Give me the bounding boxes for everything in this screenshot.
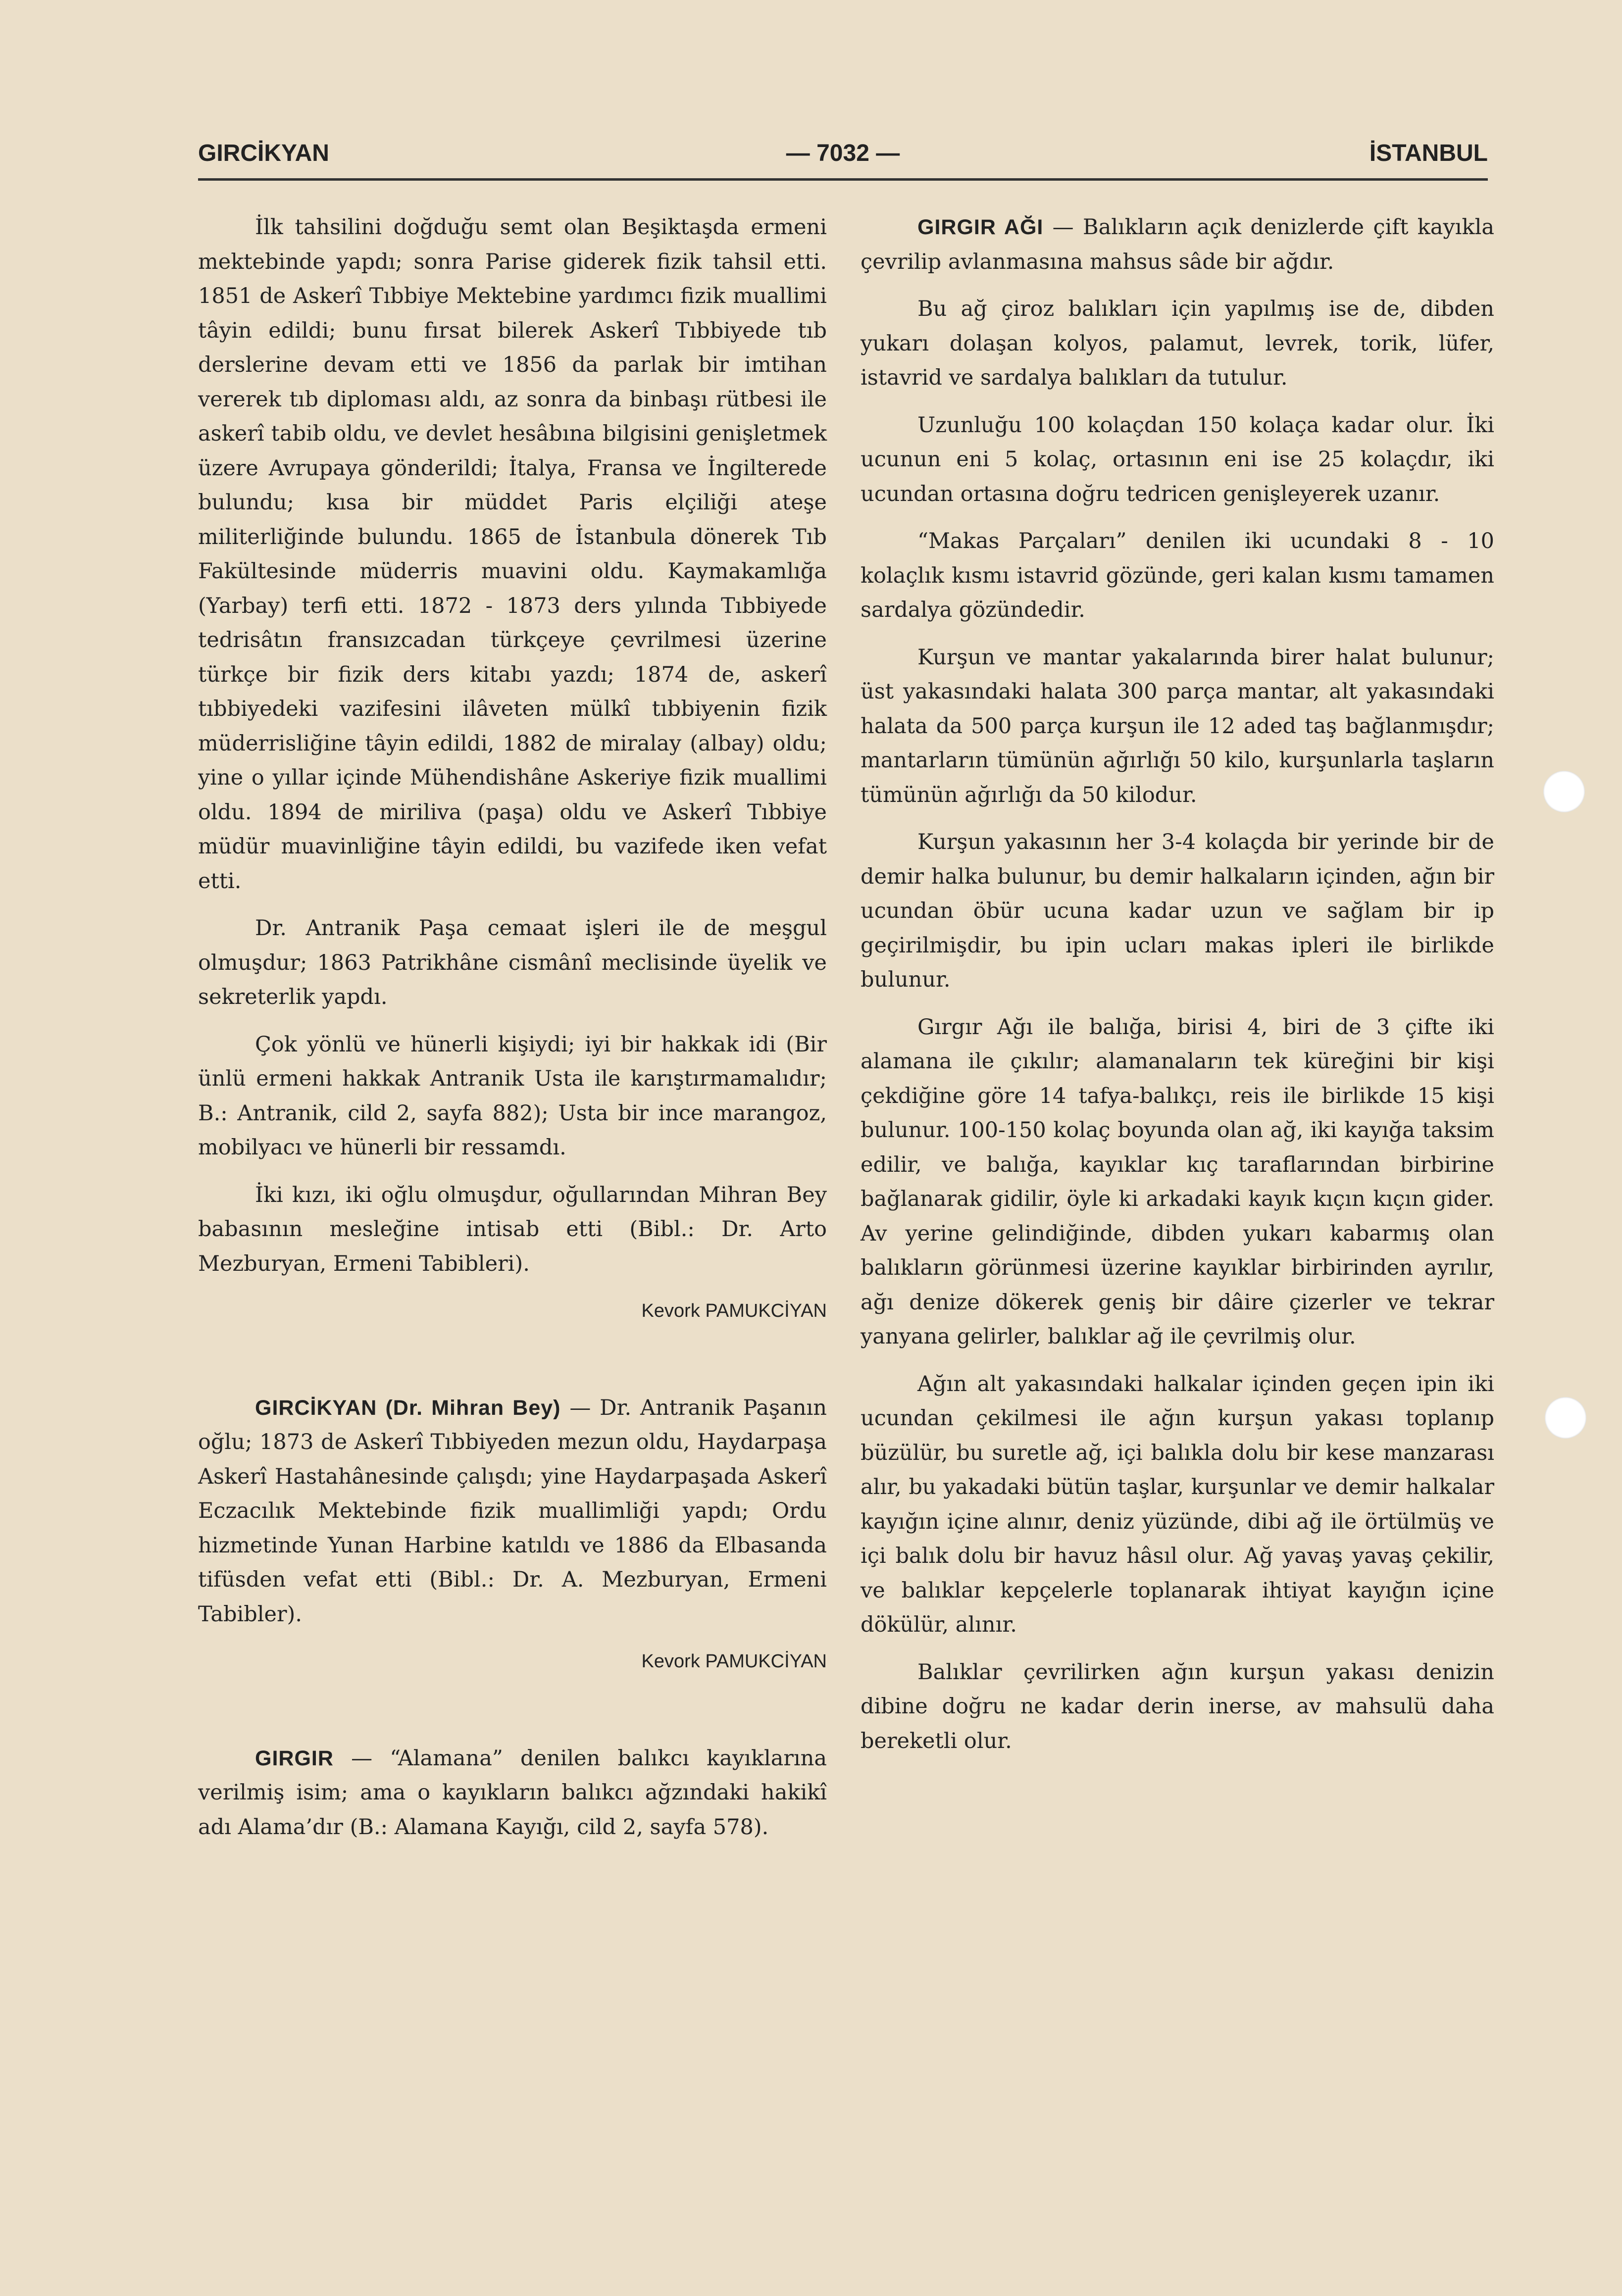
author-signature: Kevork PAMUKCİYAN bbox=[641, 1651, 827, 1672]
entry-paragraph bbox=[198, 1391, 827, 1632]
paragraph: Uzunluğu 100 kolaçdan 150 kolaça kadar olur. İki ucunun eni 5 kolaç, ortasının eni ise 25 kolaçdır, iki ucundan ortasına doğru tedricen genişleyerek uzanır. bbox=[861, 412, 1494, 506]
header-rule bbox=[198, 178, 1488, 181]
entry-headword: GIRGIR AĞI bbox=[917, 215, 1044, 239]
paragraph: Kurşun ve mantar yakalarında birer halat bulunur; üst yakasındaki halata 300 parça mantar, alt yakasındaki halata da 500 parça kurşun ile 12 aded taş bağlanmışdır; mantarların tümünün ağırlığı 50 kilo, kurşunlarla taşların tümünün ağırlığı da 50 kilodur. bbox=[861, 645, 1494, 807]
right-column bbox=[861, 210, 1494, 1771]
binder-hole bbox=[1545, 1397, 1586, 1439]
paragraph: Çok yönlü ve hünerli kişiydi; iyi bir hakkak idi (Bir ünlü ermeni hakkak Antranik Usta ile karıştırmamalıdır; B.: Antranik, cild 2, sayfa 882); Usta bir ince marangoz, mobilyacı ve hünerli bir ressamdı. bbox=[198, 1032, 827, 1160]
entry-paragraph bbox=[198, 1742, 827, 1845]
entry-text: — Balıkların açık denizlerde çift kayıkla çevrilip avlanmasına mahsus sâde bir ağdır. bbox=[861, 215, 1494, 274]
paragraph: Dr. Antranik Paşa cemaat işleri ile de meşgul olmuşdur; 1863 Patrikhâne cismânî meclisinde üyelik ve sekreterlik yapdı. bbox=[198, 916, 827, 1009]
author-signature: Kevork PAMUKCİYAN bbox=[641, 1300, 827, 1321]
running-header bbox=[198, 134, 1488, 173]
header-volume-name: İSTANBUL bbox=[1369, 140, 1488, 166]
paragraph: Kurşun yakasının her 3-4 kolaçda bir yerinde bir de demir halka bulunur, bu demir halkaların içinden, ağın bir ucundan öbür ucuna kadar uzun ve sağlam bir ip geçirilmişdir, bu ipin ucları makas ipleri ile birlikde bulunur. bbox=[861, 830, 1494, 992]
paragraph: İlk tahsilini doğduğu semt olan Beşiktaşda ermeni mektebinde yapdı; sonra Parise giderek fizik tahsil etti. 1851 de Askerî Tıbbiye Mektebine yardımcı fizik muallimi tâyin edildi; bunu fırsat bilerek Askerî Tıbbiyede tıb derslerine devam etti ve 1856 da parlak bir imtihan vererek tıb diploması aldı, az sonra da binbaşı rütbesi ile askerî tabib oldu, ve devlet hesâbına bilgisini genişletmek üzere Avrupaya gönderildi; İtalya, Fransa ve İngilterede bulundu; kısa bir müddet Paris elçiliği ateşe militerliğinde bulundu. 1865 de İstanbula dönerek Tıb Fakültesinde müderris muavini oldu. Kaymakamlığa (Yarbay) terfi etti. 1872 - 1873 ders yılında Tıbbiyede tedrisâtın fransızcadan türkçeye çevrilmesi üzerine türkçe bir fizik ders kitabı yazdı; 1874 de, askerî tıbbiyedeki vazifesini ilâveten mülkî tıbbiyenin fizik müderrisliğine tâyin edildi, 1882 de miralay (albay) oldu; yine o yıllar içinde Mühendishâne Askeriye fizik muallimi oldu. 1894 de miriliva (paşa) oldu ve Askerî Tıbbiye müdür muavinliğine tâyin edildi, bu vazifede iken vefat etti. bbox=[198, 215, 827, 894]
paragraph: Balıklar çevrilirken ağın kurşun yakası denizin dibine doğru ne kadar derin inerse, av mahsulü daha bereketli olur. bbox=[861, 1659, 1494, 1753]
page-number: — 7032 — bbox=[786, 140, 900, 166]
entry-paragraph bbox=[861, 210, 1494, 279]
header-entry-name: GIRCİKYAN bbox=[198, 140, 329, 166]
entry-text: — Dr. Antranik Paşanın oğlu; 1873 de Askerî Tıbbiyeden mezun oldu, Haydarpaşa Askerî Hastahânesinde çalışdı; yine Haydarpaşada Askerî Eczacılık Mektebinde fizik muallimliği yapdı; Ordu hizmetinde Yunan Harbine katıldı ve 1886 da Elbasanda tifüsden vefat etti (Bibl.: Dr. A. Mezburyan, Ermeni Tabibler). bbox=[198, 1395, 827, 1627]
entry-spacer bbox=[198, 1692, 827, 1742]
paragraph: Ağın alt yakasındaki halkalar içinden geçen ipin iki ucundan çekilmesi ile ağın kurşun yakası toplanıp büzülür, bu suretle ağ, içi balıkla dolu bir kese manzarası alır, bu yakadaki bütün taşlar, kurşunlar ve demir halkalar kayığın içine alınır, deniz yüzünde, dibi ağ ile örtülmüş ve içi balık dolu bir havuz hâsıl olur. Ağ yavaş yavaş çekilir, ve balıklar kepçelerle toplanarak ihtiyat kayığın içine dökülür, alınır. bbox=[861, 1371, 1494, 1637]
paragraph: Gırgır Ağı ile balığa, birisi 4, biri de 3 çifte iki alamana ile çıkılır; alamanaların tek küreğini bir kişi çekdiğine göre 14 tafya-balıkçı, reis ile birlikde 15 kişi bulunur. 100-150 kolaç boyunda olan ağ, iki kayığa taksim edilir, ve balığa, kayıklar kıç taraflarından birbirine bağlanarak gidilir, öyle ki arkadaki kayık kıçın kıçın gider. Av yerine gelindiğinde, dibden yukarı kabarmış olan balıkların görünmesi üzerine kayıklar birbirinden ayrılır, ağı denize dökerek geniş bir dâire çizerler ve tekrar yanyana gelirler, balıklar ağ ile çevrilmiş olur. bbox=[861, 1014, 1494, 1349]
paragraph: İki kızı, iki oğlu olmuşdur, oğullarından Mihran Bey babasının mesleğine intisab etti (Bibl.: Dr. Arto Mezburyan, Ermeni Tabibleri). bbox=[198, 1182, 827, 1276]
binder-hole bbox=[1543, 771, 1585, 812]
paragraph: “Makas Parçaları” denilen iki ucundaki 8 - 10 kolaçlık kısmı istavrid gözünde, geri kalan kısmı tamamen sardalya gözündedir. bbox=[861, 529, 1494, 622]
entry-headword: GIRGIR bbox=[255, 1746, 334, 1770]
paragraph: Bu ağ çiroz balıkları için yapılmış ise de, dibden yukarı dolaşan kolyos, palamut, levrek, torik, lüfer, istavrid ve sardalya balıkları da tutulur. bbox=[861, 297, 1494, 390]
entry-headword: GIRCİKYAN (Dr. Mihran Bey) bbox=[255, 1396, 561, 1420]
entry-text: — “Alamana” denilen balıkcı kayıklarına verilmiş isim; ama o kayıkların balıkcı ağzındaki hakikî adı Alama’dır (B.: Alamana Kayığı, cild 2, sayfa 578). bbox=[198, 1746, 827, 1840]
left-column bbox=[198, 210, 827, 1857]
entry-spacer bbox=[198, 1342, 827, 1391]
